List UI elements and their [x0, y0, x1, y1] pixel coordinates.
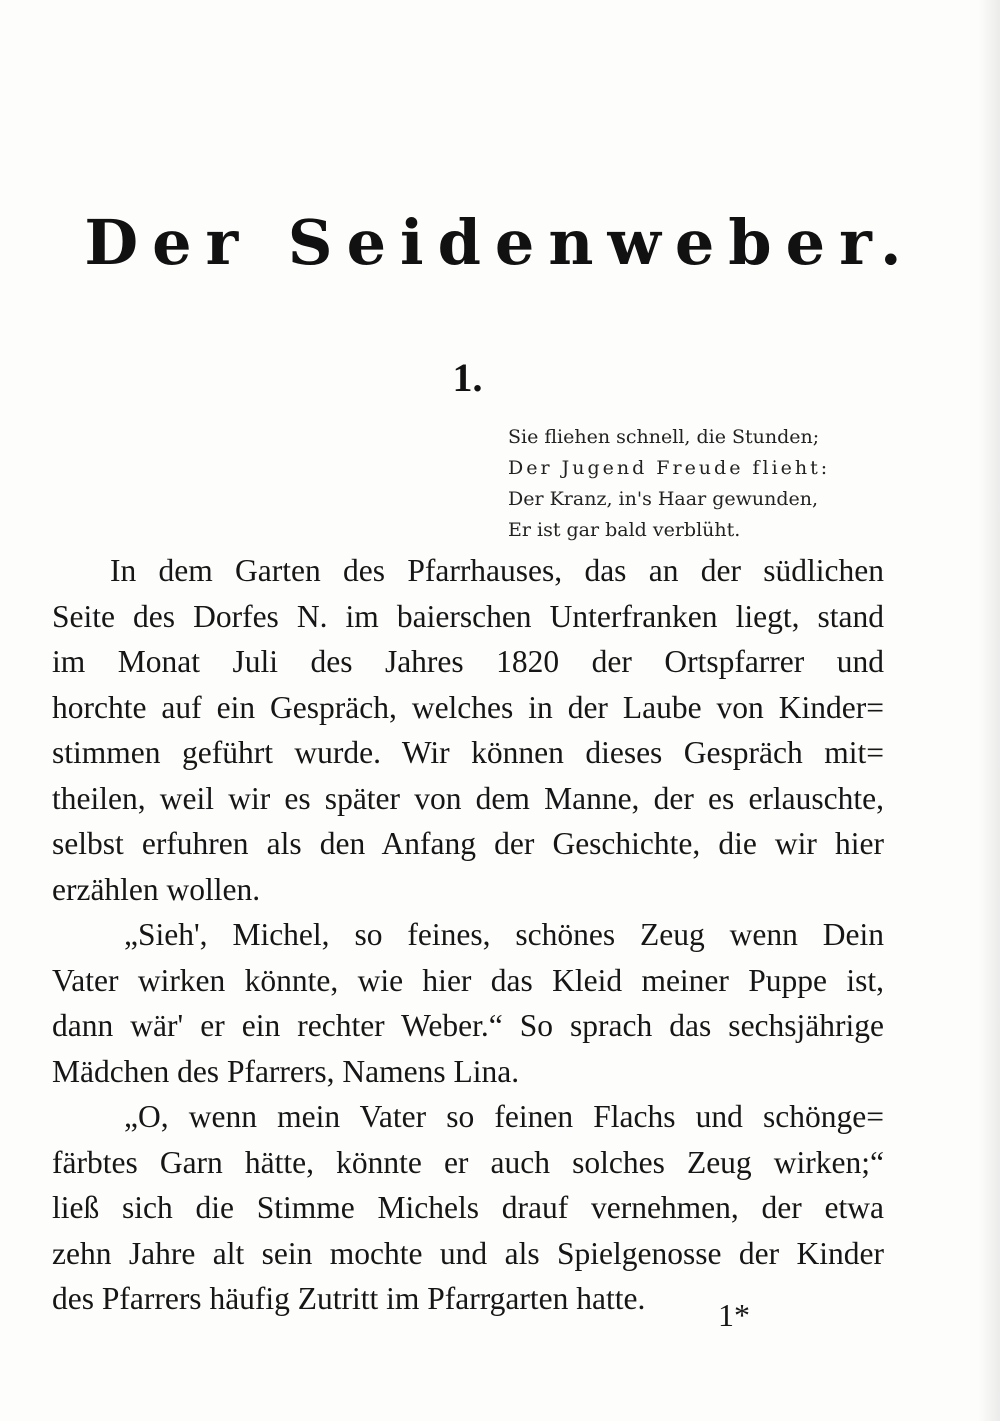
epigraph-line: Der Kranz, in's Haar gewunden,: [508, 488, 819, 510]
text-line: färbtes Garn hätte, könnte er auch solches Zeug wirken;“: [52, 1144, 884, 1180]
epigraph-line: Sie fliehen schnell, die Stunden;: [508, 426, 820, 448]
text-line: Seite des Dorfes N. im baierschen Unterfranken liegt, stand: [52, 598, 884, 634]
page-title: Der Seidenweber.: [84, 206, 916, 279]
text-line: „Sieh', Michel, so feines, schönes Zeug wenn Dein: [124, 917, 884, 952]
epigraph-line: Er ist gar bald verblüht.: [508, 519, 741, 541]
text-line: theilen, weil wir es später von dem Manne, der es erlauschte,: [52, 780, 884, 816]
text-line: ließ sich die Stimme Michels drauf vernehmen, der etwa: [52, 1190, 884, 1225]
text-line: Mädchen des Pfarrers, Namens Lina.: [52, 1053, 520, 1089]
text-line: im Monat Juli des Jahres 1820 der Ortspfarrer und: [52, 644, 884, 679]
body-text: [52, 548, 884, 1322]
epigraph-line: Der Jugend Freude flieht:: [508, 457, 831, 479]
epigraph: [508, 422, 888, 546]
signature-mark: 1*: [718, 1297, 750, 1333]
text-line: Vater wirken könnte, wie hier das Kleid meiner Puppe ist,: [52, 962, 884, 998]
chapter-number: 1.: [452, 355, 483, 400]
text-line: des Pfarrers häufig Zutritt im Pfarrgarten hatte.: [52, 1281, 646, 1316]
text-line: stimmen geführt wurde. Wir können dieses Gespräch mit=: [52, 735, 884, 770]
text-line: horchte auf ein Gespräch, welches in der Laube von Kinder=: [52, 689, 884, 725]
text-line: erzählen wollen.: [52, 871, 261, 907]
text-line: „O, wenn mein Vater so feinen Flachs und schönge=: [124, 1099, 884, 1134]
text-line: selbst erfuhren als den Anfang der Geschichte, die wir hier: [52, 826, 884, 861]
text-line: In dem Garten des Pfarrhauses, das an der südlichen: [110, 553, 884, 588]
text-line: dann wär' er ein rechter Weber.“ So sprach das sechsjährige: [52, 1008, 884, 1043]
text-line: zehn Jahre alt sein mochte und als Spielgenosse der Kinder: [52, 1235, 884, 1271]
